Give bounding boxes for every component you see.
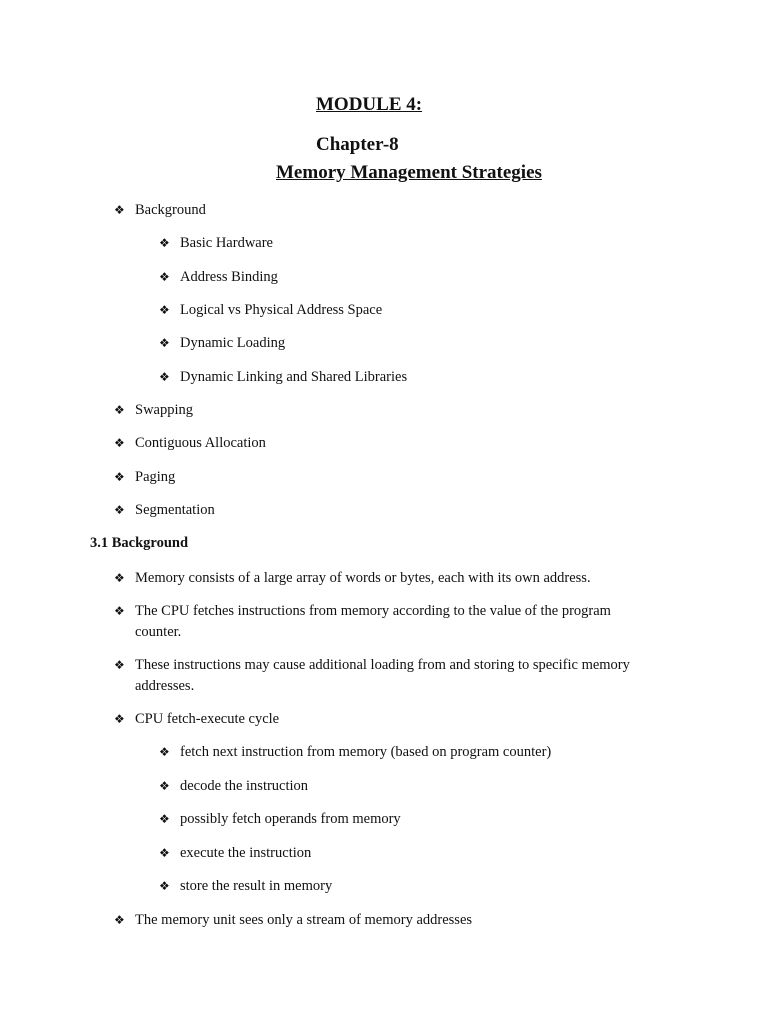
cycle-step-text: store the result in memory <box>180 878 333 894</box>
section-point-text: The memory unit sees only a stream of memory addresses <box>135 912 473 928</box>
cycle-step-text: fetch next instruction from memory (based on program counter) <box>180 744 552 760</box>
diamond-bullet-icon: ❖ <box>114 503 125 517</box>
outline-item-label: Background <box>135 202 206 218</box>
outline-subitem-label: Address Binding <box>180 269 278 285</box>
cycle-step-text: execute the instruction <box>180 845 312 861</box>
diamond-bullet-icon: ❖ <box>114 604 125 618</box>
diamond-bullet-icon: ❖ <box>114 436 125 450</box>
diamond-bullet-icon: ❖ <box>114 403 125 417</box>
outline-subitem-label: Logical vs Physical Address Space <box>180 302 383 318</box>
section-point-text: CPU fetch-execute cycle <box>135 711 280 727</box>
diamond-bullet-icon: ❖ <box>114 658 125 672</box>
section-heading: 3.1 Background <box>90 535 189 551</box>
diamond-bullet-icon: ❖ <box>114 712 125 726</box>
outline-subitem-label: Basic Hardware <box>180 235 273 251</box>
outline-subitem-label: Dynamic Loading <box>180 335 286 351</box>
diamond-bullet-icon: ❖ <box>159 236 170 250</box>
chapter-title: Chapter-8 <box>316 134 399 155</box>
diamond-bullet-icon: ❖ <box>114 571 125 585</box>
cycle-step-text: decode the instruction <box>180 778 309 794</box>
diamond-bullet-icon: ❖ <box>159 370 170 384</box>
cycle-step-text: possibly fetch operands from memory <box>180 811 401 827</box>
diamond-bullet-icon: ❖ <box>159 336 170 350</box>
diamond-bullet-icon: ❖ <box>159 303 170 317</box>
outline-subitem-label: Dynamic Linking and Shared Libraries <box>180 369 408 385</box>
diamond-bullet-icon: ❖ <box>159 745 170 759</box>
diamond-bullet-icon: ❖ <box>114 470 125 484</box>
outline-item-label: Swapping <box>135 402 193 418</box>
outline-item-label: Paging <box>135 469 176 485</box>
section-point-text: The CPU fetches instructions from memory according to the value of the program counter. <box>135 603 611 640</box>
diamond-bullet-icon: ❖ <box>159 879 170 893</box>
outline-item-label: Contiguous Allocation <box>135 435 266 451</box>
outline-item-label: Segmentation <box>135 502 215 518</box>
diamond-bullet-icon: ❖ <box>159 846 170 860</box>
module-title: MODULE 4: <box>316 94 423 115</box>
diamond-bullet-icon: ❖ <box>159 270 170 284</box>
diamond-bullet-icon: ❖ <box>159 779 170 793</box>
diamond-bullet-icon: ❖ <box>114 913 125 927</box>
diamond-bullet-icon: ❖ <box>159 812 170 826</box>
section-point-text: Memory consists of a large array of words or bytes, each with its own address. <box>135 570 591 586</box>
chapter-subtitle: Memory Management Strategies <box>276 162 542 183</box>
diamond-bullet-icon: ❖ <box>114 203 125 217</box>
section-point-text: These instructions may cause additional loading from and storing to specific memory addresses. <box>135 657 630 694</box>
